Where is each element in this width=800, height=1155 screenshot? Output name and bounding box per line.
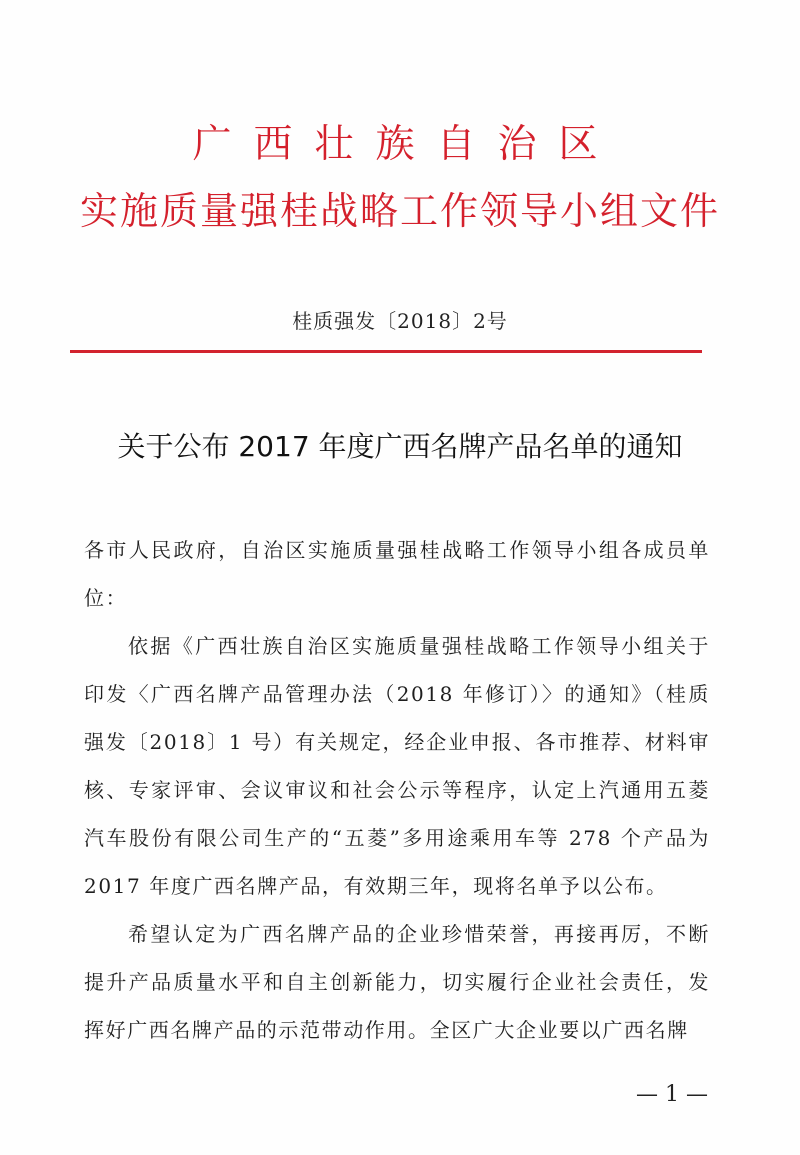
red-divider-line	[70, 350, 702, 353]
body-paragraph-2: 希望认定为广西名牌产品的企业珍惜荣誉，再接再厉，不断提升产品质量水平和自主创新能力，切实履行企业社会责任，发挥好广西名牌产品的示范带动作用。全区广大企业要以广西名牌	[84, 922, 710, 1042]
salutation: 各市人民政府，自治区实施质量强桂战略工作领导小组各成员单位：	[84, 538, 710, 610]
document-title: 关于公布 2017 年度广西名牌产品名单的通知	[117, 430, 683, 463]
body-paragraph-1: 依据《广西壮族自治区实施质量强桂战略工作领导小组关于印发〈广西名牌产品管理办法（2018 年修订）〉的通知》（桂质强发〔2018〕1 号）有关规定，经企业申报、各市推荐、材料审核、专家评审、会议审议和社会公示等程序，认定上汽通用五菱汽车股份有限公司生产的“五菱”多用途乘用车等 278 个产品为 2017 年度广西名牌产品，有效期三年，现将名单予以公布。	[84, 634, 710, 898]
page-number: — 1 —	[636, 1082, 708, 1107]
issuer-name-line1: 广西壮族自治区	[192, 122, 620, 167]
document-body	[84, 526, 710, 1054]
issuer-name-line2: 实施质量强桂战略工作领导小组文件	[79, 189, 720, 233]
document-number: 桂质强发〔2018〕2号	[292, 309, 508, 333]
